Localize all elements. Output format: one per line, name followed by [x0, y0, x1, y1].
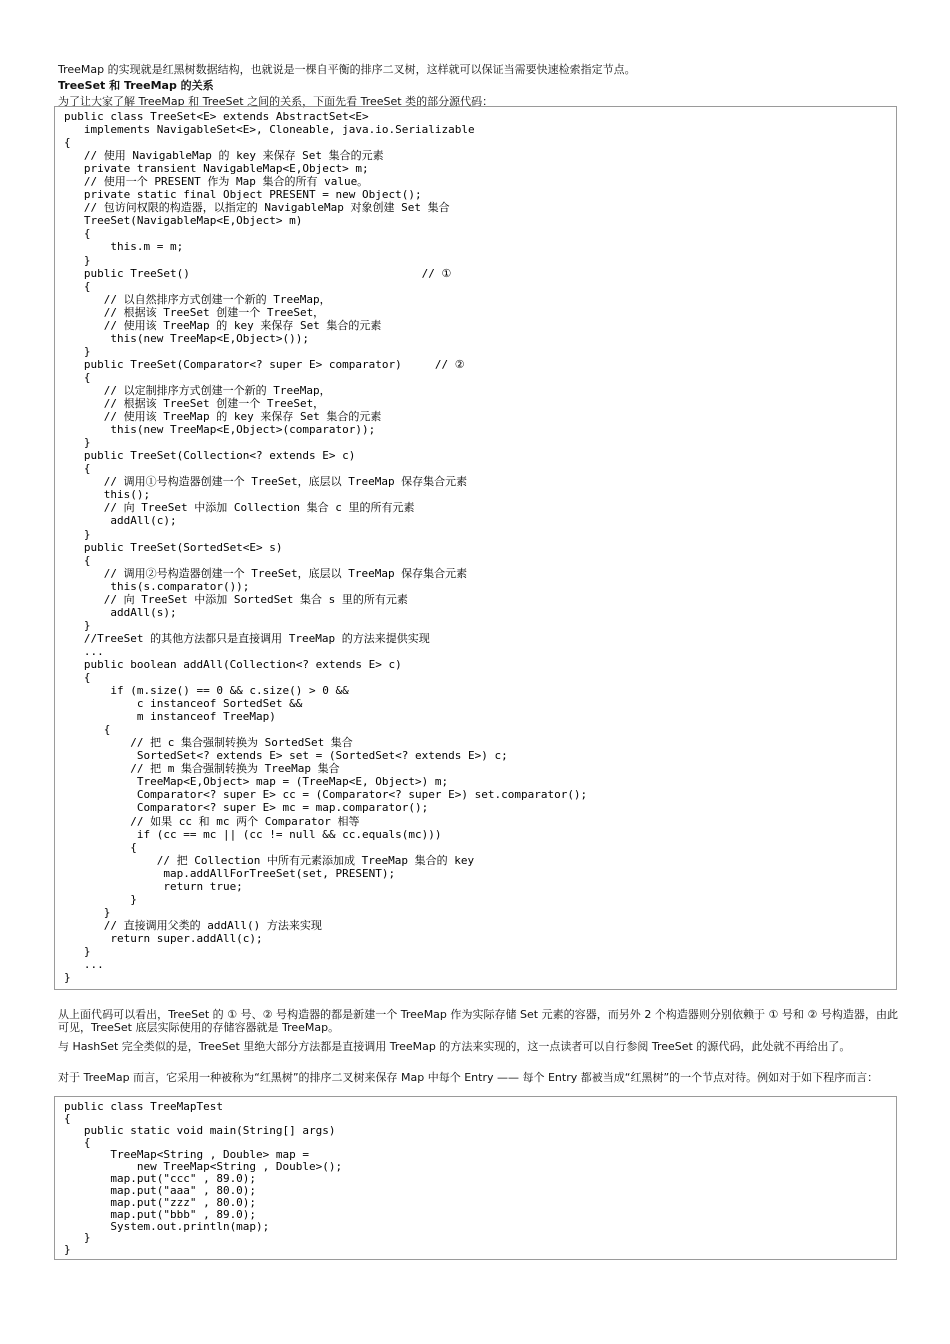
code-line: ... — [83, 958, 104, 972]
code-line: map.put("bbb" , 89.0); — [110, 1207, 257, 1221]
code-line: TreeSet(NavigableMap<E,Object> m) — [83, 214, 303, 228]
code-line: return true; — [163, 879, 243, 893]
code-line: } — [83, 436, 91, 450]
code-line: addAll(c); — [110, 514, 177, 528]
code-line: { — [83, 227, 91, 241]
code-line: } — [83, 618, 91, 632]
code-line: { — [83, 1135, 91, 1149]
code-line: // 直接调用父类的 addAll() 方法来实现 — [103, 918, 322, 932]
code-line: // 向 TreeSet 中添加 SortedSet 集合 s 里的所有元素 — [103, 592, 408, 606]
code-line: SortedSet<? extends E> set = (SortedSet<? extends E>) c; — [136, 749, 508, 763]
code-line: // 包访问权限的构造器，以指定的 NavigableMap 对象创建 Set 集合 — [83, 201, 450, 215]
code-line: } — [83, 253, 91, 267]
paragraph-hashset-comparison: 与 HashSet 完全类似的是，TreeSet 里绝大部分方法都是直接调用 TreeMap 的方法来实现的，这一点读者可以自行参阅 TreeSet 的源代码，此处就不再给出了。 — [58, 1040, 851, 1053]
code-line: } — [83, 1231, 91, 1245]
code-line: // 以定制排序方式创建一个新的 TreeMap， — [103, 383, 331, 397]
code-line: // 根据该 TreeSet 创建一个 TreeSet， — [103, 397, 325, 411]
code-block-treeset — [64, 110, 587, 984]
code-line: // 把 m 集合强制转换为 TreeMap 集合 — [130, 762, 340, 776]
code-line: public TreeSet(SortedSet<E> s) — [83, 540, 283, 554]
code-line: public TreeSet() // ① — [83, 266, 452, 280]
code-line: { — [83, 279, 91, 293]
code-line: this(new TreeMap<E,Object>()); — [110, 331, 310, 345]
code-line: // 使用该 TreeMap 的 key 来保存 Set 集合的元素 — [103, 318, 382, 332]
code-line: } — [64, 971, 71, 985]
code-line: //TreeSet 的其他方法都只是直接调用 TreeMap 的方法来提供实现 — [83, 631, 430, 645]
code-line: // 以自然排序方式创建一个新的 TreeMap， — [103, 292, 331, 306]
code-line: // 调用①号构造器创建一个 TreeSet，底层以 TreeMap 保存集合元素 — [103, 475, 468, 489]
code-line: if (cc == mc || (cc != null && cc.equals(mc))) — [136, 827, 442, 841]
code-line: // 把 c 集合强制转换为 SortedSet 集合 — [130, 736, 353, 750]
code-line: TreeMap<E,Object> map = (TreeMap<E, Object>) m; — [136, 775, 449, 789]
code-line: addAll(s); — [110, 605, 177, 619]
code-line: { — [83, 462, 91, 476]
code-line: { — [83, 553, 91, 567]
code-line: { — [83, 671, 91, 685]
code-line: m instanceof TreeMap) — [136, 710, 276, 724]
code-line: private transient NavigableMap<E,Object> m; — [83, 162, 369, 176]
code-line: this(s.comparator()); — [110, 579, 250, 593]
code-line: return super.addAll(c); — [110, 931, 263, 945]
code-line: { — [64, 1111, 71, 1125]
code-line: { — [64, 136, 71, 150]
code-line: // 调用②号构造器创建一个 TreeSet，底层以 TreeMap 保存集合元素 — [103, 566, 468, 580]
code-line: { — [130, 840, 137, 854]
code-line: this(); — [103, 488, 151, 502]
code-line: map.put("zzz" , 80.0); — [110, 1195, 257, 1209]
code-line: { — [83, 370, 91, 384]
intro-line: TreeMap 的实现就是红黑树数据结构，也就说是一棵自平衡的排序二叉树，这样就可以保证当需要快速检索指定节点。 — [58, 63, 636, 76]
code-line: // 使用一个 PRESENT 作为 Map 集合的所有 value。 — [83, 175, 369, 189]
code-line: // 根据该 TreeSet 创建一个 TreeSet， — [103, 305, 325, 319]
code-line: this.m = m; — [110, 240, 184, 254]
code-line: // 使用该 TreeMap 的 key 来保存 Set 集合的元素 — [103, 410, 382, 424]
code-line: } — [83, 527, 91, 541]
code-line: Comparator<? super E> cc = (Comparator<? super E>) set.comparator(); — [136, 788, 588, 802]
code-line: implements NavigableSet<E>, Cloneable, java.io.Serializable — [83, 123, 475, 137]
code-line: Comparator<? super E> mc = map.comparator(); — [136, 801, 429, 815]
code-line: } — [130, 892, 137, 906]
code-line: { — [103, 723, 111, 737]
code-line: map.put("aaa" , 80.0); — [110, 1183, 257, 1197]
code-line: this(new TreeMap<E,Object>(comparator)); — [110, 423, 376, 437]
code-line: public TreeSet(Comparator<? super E> comparator) // ② — [83, 357, 465, 371]
code-line: if (m.size() == 0 && c.size() > 0 && — [110, 684, 349, 698]
code-line: } — [83, 945, 91, 958]
section-heading: TreeSet 和 TreeMap 的关系 — [58, 79, 214, 92]
code-line: // 使用 NavigableMap 的 key 来保存 Set 集合的元素 — [83, 149, 384, 163]
code-line: System.out.println(map); — [110, 1219, 270, 1233]
code-line: map.addAllForTreeSet(set, PRESENT); — [163, 866, 396, 880]
paragraph-treeset-constructors: 从上面代码可以看出，TreeSet 的 ① 号、② 号构造器的都是新建一个 TreeMap 作为实际存储 Set 元素的容器，而另外 2 个构造器则分别依赖于 ① 号和 ② 号构造器，由此可见，TreeSet 底层实际使用的存储容器就是 TreeMap。 — [58, 1008, 898, 1034]
code-line: public class TreeSet<E> extends AbstractSet<E> — [64, 110, 369, 123]
code-line: public boolean addAll(Collection<? extends E> c) — [83, 657, 402, 671]
code-line: map.put("ccc" , 89.0); — [110, 1171, 257, 1185]
code-line: } — [103, 905, 111, 919]
code-line: } — [83, 344, 91, 358]
code-line: c instanceof SortedSet && — [136, 697, 303, 711]
code-line: public TreeSet(Collection<? extends E> c) — [83, 449, 356, 463]
code-line: // 如果 cc 和 mc 两个 Comparator 相等 — [130, 814, 360, 828]
code-line: // 向 TreeSet 中添加 Collection 集合 c 里的所有元素 — [103, 501, 415, 515]
code-line: public static void main(String[] args) — [83, 1123, 336, 1137]
code-line: public class TreeMapTest — [64, 1100, 223, 1113]
paragraph-red-black-tree: 对于 TreeMap 而言，它采用一种被称为“红黑树”的排序二叉树来保存 Map 中每个 Entry —— 每个 Entry 都被当成“红黑树”的一个节点对待。例如对于如下程序而言： — [58, 1071, 879, 1084]
code-line: // 把 Collection 中所有元素添加成 TreeMap 集合的 key — [156, 853, 475, 867]
code-block-treemaptest — [64, 1101, 342, 1256]
code-line: TreeMap<String , Double> map = — [110, 1147, 310, 1161]
code-line: new TreeMap<String , Double>(); — [136, 1159, 343, 1173]
code-line: ... — [83, 644, 104, 658]
intro-code-caption: 为了让大家了解 TreeMap 和 TreeSet 之间的关系，下面先看 TreeSet 类的部分源代码： — [58, 95, 494, 108]
code-line: } — [64, 1243, 71, 1257]
code-line: private static final Object PRESENT = new Object(); — [83, 188, 422, 202]
